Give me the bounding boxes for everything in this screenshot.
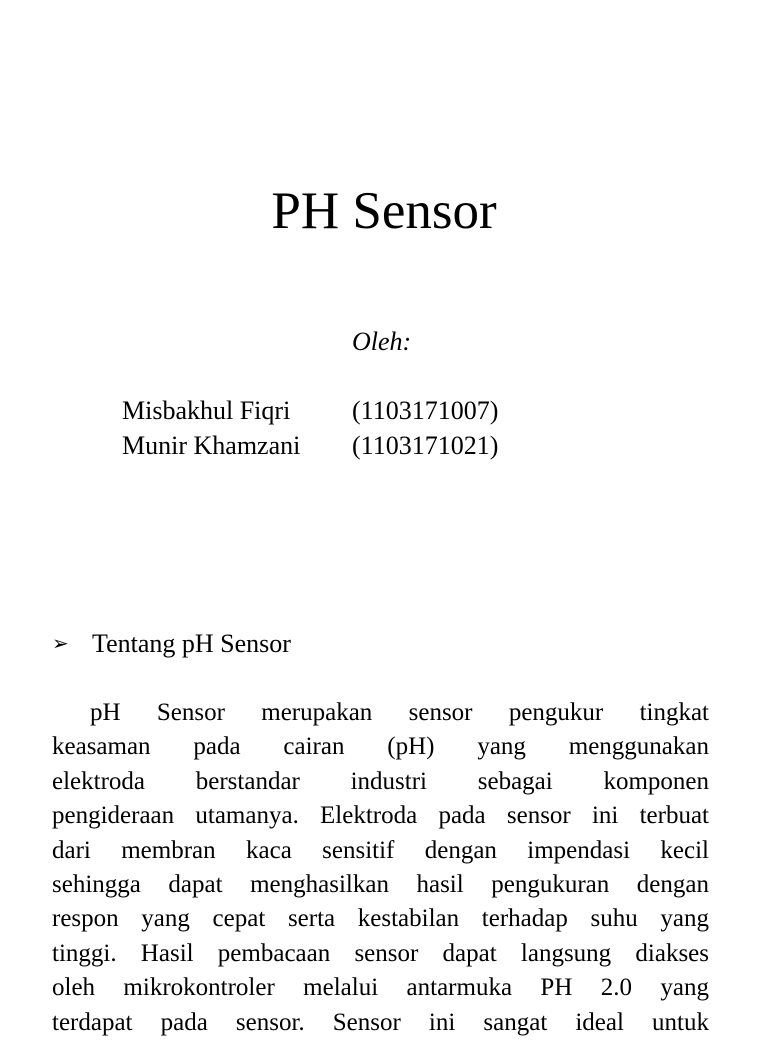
author-name: Misbakhul Fiqri [122, 396, 291, 425]
by-label: Oleh: [352, 327, 412, 356]
paragraph-line: tinggi. Hasil pembacaan sensor dapat langsung diakses [52, 939, 709, 967]
paragraph-line: dari membran kaca sensitif dengan impendasi kecil [52, 836, 709, 864]
section-heading-text: Tentang pH Sensor [92, 629, 291, 658]
paragraph-line: oleh mikrokontroler melalui antarmuka PH 2.0 yang [52, 974, 709, 1002]
arrow-bullet-icon: ➢ [52, 631, 69, 655]
author-id: (1103171007) [352, 396, 499, 425]
paragraph-line: pH Sensor merupakan sensor pengukur tingkat [90, 699, 709, 726]
author-id: (1103171021) [352, 431, 499, 460]
paragraph-line: pengideraan utamanya. Elektroda pada sensor ini terbuat [52, 802, 709, 830]
paragraph-line: respon yang cepat serta kestabilan terhadap suhu yang [52, 905, 709, 933]
body-paragraph [52, 696, 709, 1040]
author-name: Munir Khamzani [122, 431, 301, 460]
author-row [122, 393, 498, 429]
author-row [122, 428, 498, 464]
paragraph-line: elektroda berstandar industri sebagai komponen [52, 767, 709, 795]
document-title: PH Sensor [271, 182, 497, 240]
paragraph-line: keasaman pada cairan (pH) yang menggunakan [52, 733, 709, 761]
paragraph-line: sehingga dapat menghasilkan hasil pengukuran dengan [52, 870, 709, 898]
section-heading [52, 625, 291, 662]
paragraph-line: terdapat pada sensor. Sensor ini sangat ideal untuk [52, 1008, 709, 1036]
